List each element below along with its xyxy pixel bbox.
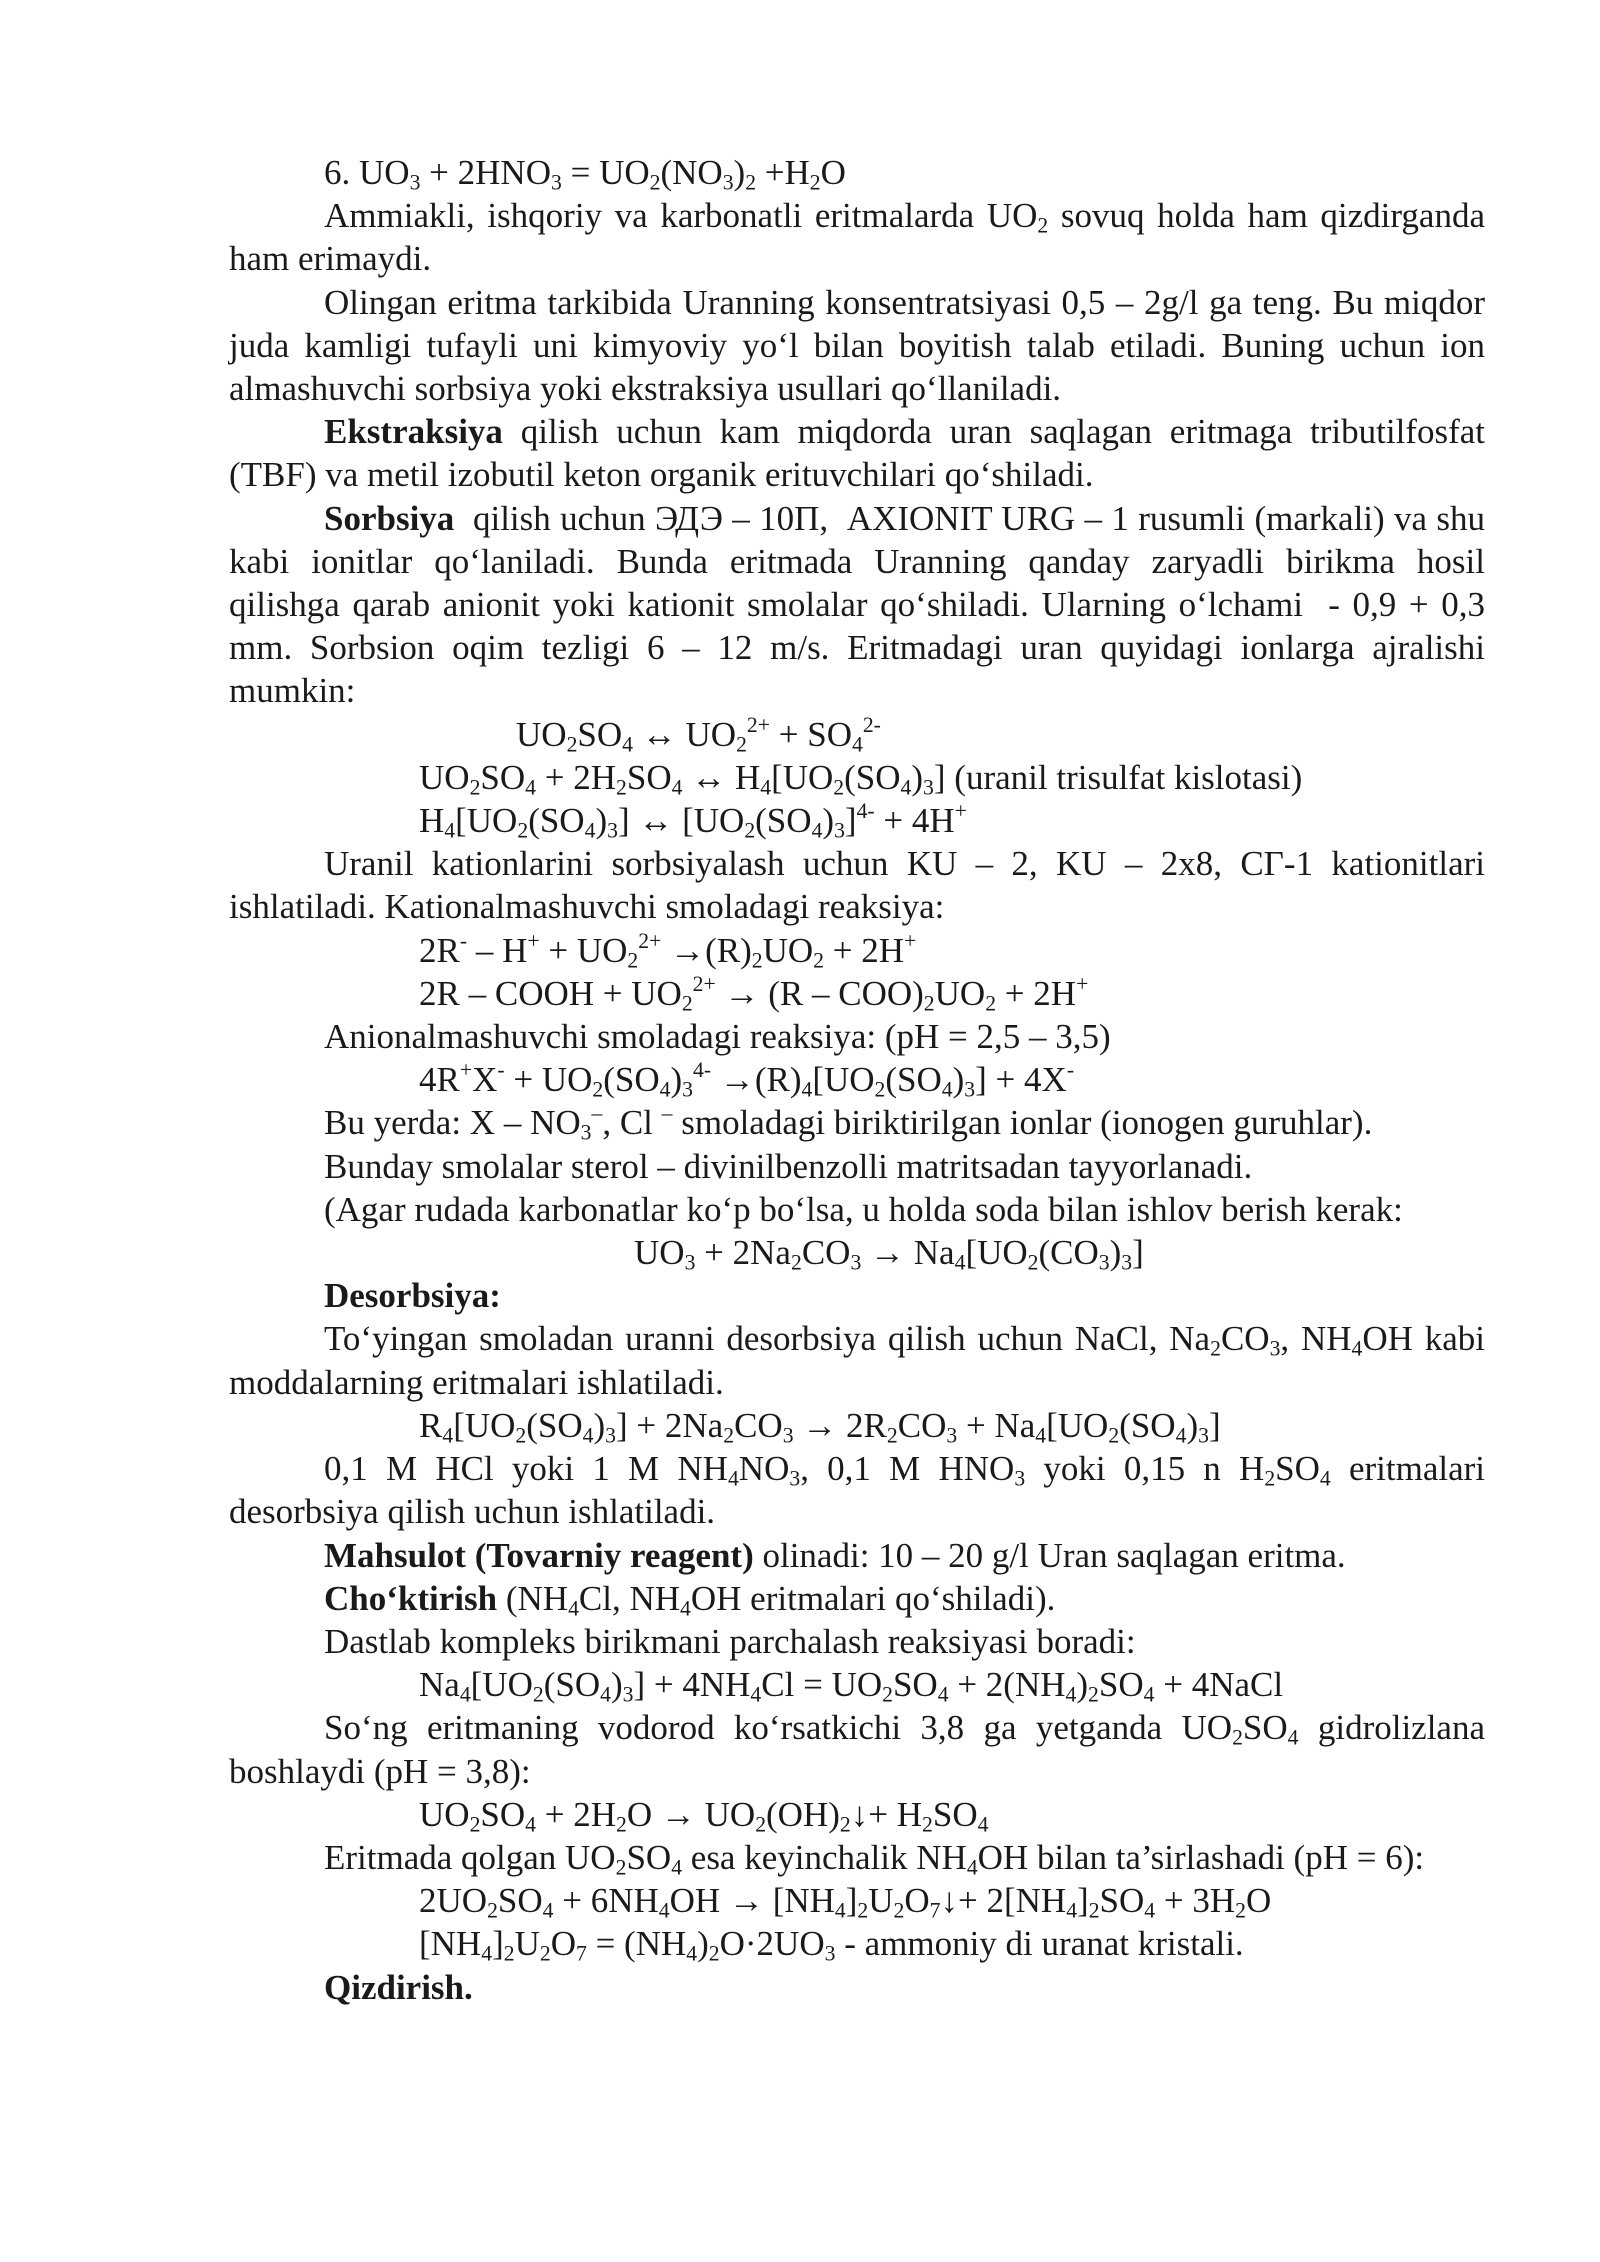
line-anion-reaction: Anionalmashuvchi smoladagi reaksiya: (pH = 2,5 – 3,5) bbox=[324, 1017, 1111, 1057]
paragraph-hcl: 0,1 M HCl yoki 1 M $NH_4NO_3$, 0,1 M $HNO_3$ yoki 0,15 n $H_2SO_4$ eritmalari desorbsiya qilish uchun ishlatiladi. bbox=[229, 1449, 1486, 1532]
equation-dissociation-3: $H_4[UO_2(SO_4)_3]$ ↔ $[UO_2(SO_4)_3]^{4-} + 4H^+$ bbox=[419, 798, 967, 843]
document-page bbox=[229, 151, 1485, 2009]
equation-ammonium-diuranate: $[NH_4]_2U_2O_7 = (NH_4)_2O\cdot 2UO_3$ - ammoniy di uranat kristali. bbox=[419, 1924, 1244, 1966]
paragraph-uranil-kationlar: Uranil kationlarini sorbsiyalash uchun KU – 2, KU – 2x8, CГ-1 kationitlari ishlatiladi. Kationalmashuvchi smoladagi reaksiya: bbox=[229, 844, 1485, 927]
paragraph-ammiakli: Ammiakli, ishqoriy va karbonatli eritmalarda $UO_2$ sovuq holda ham qizdirganda ham erimaydi. bbox=[229, 196, 1485, 279]
equation-cation-exchange-2: 2R – COOH + $UO_2^{2+} \to (R - COO)_2UO_2 + 2H^+$ bbox=[419, 971, 1089, 1016]
equation-cation-exchange-1: $2R^- - H^+ + UO_2^{2+} \to(R)_2UO_2 + 2H^+$ bbox=[419, 928, 917, 973]
equation-dissociation-1: $UO_2SO_4$ ↔ $UO_2^{2+} + SO_4^{2-}$ bbox=[516, 712, 881, 757]
paragraph-sorbsiya: Sorbsiya qilish uchun ЭДЭ – 10П, AXIONIT URG – 1 rusumli (markali) va shu kabi ionitlar qo‘laniladi. Bunda eritmada Uranning qanday zaryadli birikma hosil qilishga qarab anionit yoki kationit smolalar qo‘shiladi. Ularning o‘lchami - 0,9 + 0,3 mm. Sorbsion oqim tezligi 6 – 12 m/s. Eritmadagi uran quyidagi ionlarga ajralishi mumkin: bbox=[229, 498, 1485, 711]
equation-uo3-hno3: 6. $UO_3 + 2HNO_3 = UO_2(NO_3)_2 +H_2O$ bbox=[324, 153, 846, 195]
paragraph-toyingan: To‘yingan smoladan uranni desorbsiya qilish uchun NaCl, $Na_2CO_3$, $NH_4OH$ kabi moddalarning eritmalari ishlatiladi. bbox=[229, 1319, 1486, 1402]
line-choktirish: Cho‘ktirish ($NH_4Cl$, $NH_4OH$ eritmalari qo‘shiladi). bbox=[324, 1578, 1056, 1621]
heading-desorbsiya: Desorbsiya: bbox=[324, 1276, 501, 1316]
line-agar-rudada: (Agar rudada karbonatlar ko‘p bo‘lsa, u holda soda bilan ishlov berish kerak: bbox=[324, 1189, 1403, 1229]
equation-anion-exchange: $4R^+X^- + UO_2(SO_4)_3^{4-} \to(R)_4[UO_2(SO_4)_3] + 4X^-$ bbox=[419, 1058, 1075, 1102]
paragraph-ekstraksiya: Ekstraksiya qilish uchun kam miqdorda uran saqlagan eritmaga tributilfosfat (TBF) va metil izobutil keton organik erituvchilari qo‘shiladi. bbox=[229, 412, 1485, 495]
equation-decomposition: $Na_4[UO_2(SO_4)_3] + 4NH_4Cl = UO_2SO_4 + 2(NH_4)_2SO_4$ + 4NaCl bbox=[419, 1665, 1284, 1707]
line-bu-yerda: Bu yerda: X – $NO_3^-$, Cl – smoladagi biriktirilgan ionlar (ionogen guruhlar). bbox=[324, 1101, 1373, 1145]
equation-diuranate: $2UO_2SO_4 + 6NH_4OH$ → $[NH_4]_2U_2O_7↓+ 2[NH_4]_2SO_4 + 3H_2O$ bbox=[419, 1881, 1272, 1923]
line-dastlab: Dastlab kompleks birikmani parchalash reaksiyasi boradi: bbox=[324, 1621, 1136, 1661]
paragraph-olingan-eritma: Olingan eritma tarkibida Uranning konsentratsiyasi 0,5 – 2g/l ga teng. Bu miqdor juda kamligi tufayli uni kimyoviy yo‘l bilan boyitish talab etiladi. Buning uchun ion almashuvchi sorbsiya yoki ekstraksiya usullari qo‘llaniladi. bbox=[229, 282, 1485, 409]
paragraph-eritmada: Eritmada qolgan $UO_2SO_4$ esa keyinchalik $NH_4OH$ bilan ta’sirlashadi (pH = 6): bbox=[324, 1837, 1425, 1880]
heading-qizdirish: Qizdirish. bbox=[324, 1967, 473, 2007]
line-bunday-smolalar: Bunday smolalar sterol – divinilbenzolli matritsadan tayyorlanadi. bbox=[324, 1146, 1253, 1186]
equation-soda: $UO_3 + 2Na_2CO_3 \to Na_4[UO_2(CO_3)_3]$ bbox=[634, 1233, 1144, 1275]
equation-desorption: $R_4[UO_2(SO_4)_3] + 2Na_2CO_3 \to 2R_2CO_3 + Na_4[UO_2(SO_4)_3]$ bbox=[419, 1405, 1221, 1448]
line-mahsulot: Mahsulot (Tovarniy reagent) olinadi: 10 – 20 g/l Uran saqlagan eritma. bbox=[324, 1535, 1346, 1575]
equation-hydrolysis: $UO_2SO_4 + 2H_2O$ → $UO_2(OH)_2↓+ H_2SO_4$ bbox=[419, 1794, 989, 1837]
equation-dissociation-2: $UO_2SO_4 + 2H_2SO_4$ ↔ $H_4[UO_2(SO_4)_3]$ (uranil trisulfat kislotasi) bbox=[419, 757, 1303, 800]
paragraph-song: So‘ng eritmaning vodorod ko‘rsatkichi 3,8 ga yetganda $UO_2SO_4$ gidrolizlana boshlaydi (pH = 3,8): bbox=[229, 1708, 1486, 1791]
